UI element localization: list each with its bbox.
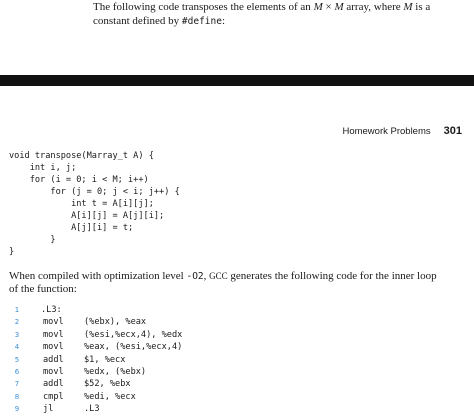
intro-text: : xyxy=(221,15,226,27)
c-code-block xyxy=(9,150,180,258)
code-line: A[j][i] = t; xyxy=(9,223,134,233)
times-sign: × xyxy=(322,1,335,13)
code-line: for (j = 0; j < i; j++) { xyxy=(9,187,180,197)
intro-text: is a constant defined by xyxy=(93,1,431,27)
asm-line-number: 6 xyxy=(14,367,20,376)
page-number: 301 xyxy=(443,125,462,137)
define-directive: #define xyxy=(181,16,222,27)
asm-opcode: movl xyxy=(43,342,64,353)
intro-paragraph xyxy=(93,0,465,29)
asm-operands: %edi, %ecx xyxy=(84,391,136,402)
asm-line xyxy=(0,316,474,328)
paragraph-text: generates the following code for the inner loop of the function: xyxy=(9,270,437,295)
asm-label: .L3: xyxy=(41,305,62,315)
dimension-m: M xyxy=(334,1,344,13)
asm-line-number: 4 xyxy=(14,343,20,352)
running-head-title: Homework Problems xyxy=(342,126,431,137)
asm-line-number: 9 xyxy=(14,405,20,414)
compiler-paragraph xyxy=(9,270,439,296)
asm-line xyxy=(0,304,474,316)
asm-line-number: 8 xyxy=(14,392,20,401)
asm-opcode: movl xyxy=(43,366,64,377)
asm-line-number: 2 xyxy=(14,318,20,327)
code-line: A[i][j] = A[j][i]; xyxy=(9,211,165,221)
intro-text: array, where xyxy=(343,1,404,13)
asm-line xyxy=(0,341,474,353)
asm-line xyxy=(0,391,474,403)
dimension-m: M xyxy=(313,1,323,13)
code-line: for (i = 0; i < M; i++) xyxy=(9,175,149,185)
asm-operands: (%ebx), %eax xyxy=(84,317,147,328)
asm-line xyxy=(0,354,474,366)
page-divider-bar xyxy=(0,75,474,86)
code-line: } xyxy=(9,235,56,245)
asm-opcode: addl xyxy=(43,354,64,365)
asm-line xyxy=(0,378,474,390)
paragraph-text: , xyxy=(203,270,210,282)
asm-opcode: jl xyxy=(43,404,54,415)
compiler-name: GCC xyxy=(209,271,228,281)
asm-opcode: addl xyxy=(43,379,64,390)
asm-opcode: movl xyxy=(43,317,64,328)
asm-line xyxy=(0,403,474,415)
asm-line-number: 7 xyxy=(14,380,20,389)
running-head xyxy=(342,125,462,137)
variable-m: M xyxy=(403,1,413,13)
asm-line-number: 3 xyxy=(14,330,20,339)
paragraph-text: When compiled with optimization level xyxy=(9,270,187,282)
asm-line xyxy=(0,329,474,341)
asm-line-number: 1 xyxy=(14,306,20,314)
asm-operands: (%esi,%ecx,4), %edx xyxy=(84,329,183,340)
assembly-listing xyxy=(0,304,474,416)
code-line: void transpose(Marray_t A) { xyxy=(9,151,154,161)
code-line: int i, j; xyxy=(9,163,77,173)
asm-opcode: movl xyxy=(43,329,64,340)
intro-text: The following code transposes the elements of an xyxy=(93,1,314,13)
code-line: int t = A[i][j]; xyxy=(9,199,154,209)
optimization-flag: -O2 xyxy=(186,271,204,282)
asm-opcode: cmpl xyxy=(43,391,64,402)
asm-line-number: 5 xyxy=(14,355,20,364)
asm-operands: $52, %ebx xyxy=(84,379,131,390)
asm-line xyxy=(0,366,474,378)
asm-operands: .L3 xyxy=(84,404,100,415)
asm-operands: %eax, (%esi,%ecx,4) xyxy=(84,342,183,353)
code-line: } xyxy=(9,247,15,257)
asm-operands: %edx, (%ebx) xyxy=(84,366,147,377)
asm-operands: $1, %ecx xyxy=(84,354,126,365)
